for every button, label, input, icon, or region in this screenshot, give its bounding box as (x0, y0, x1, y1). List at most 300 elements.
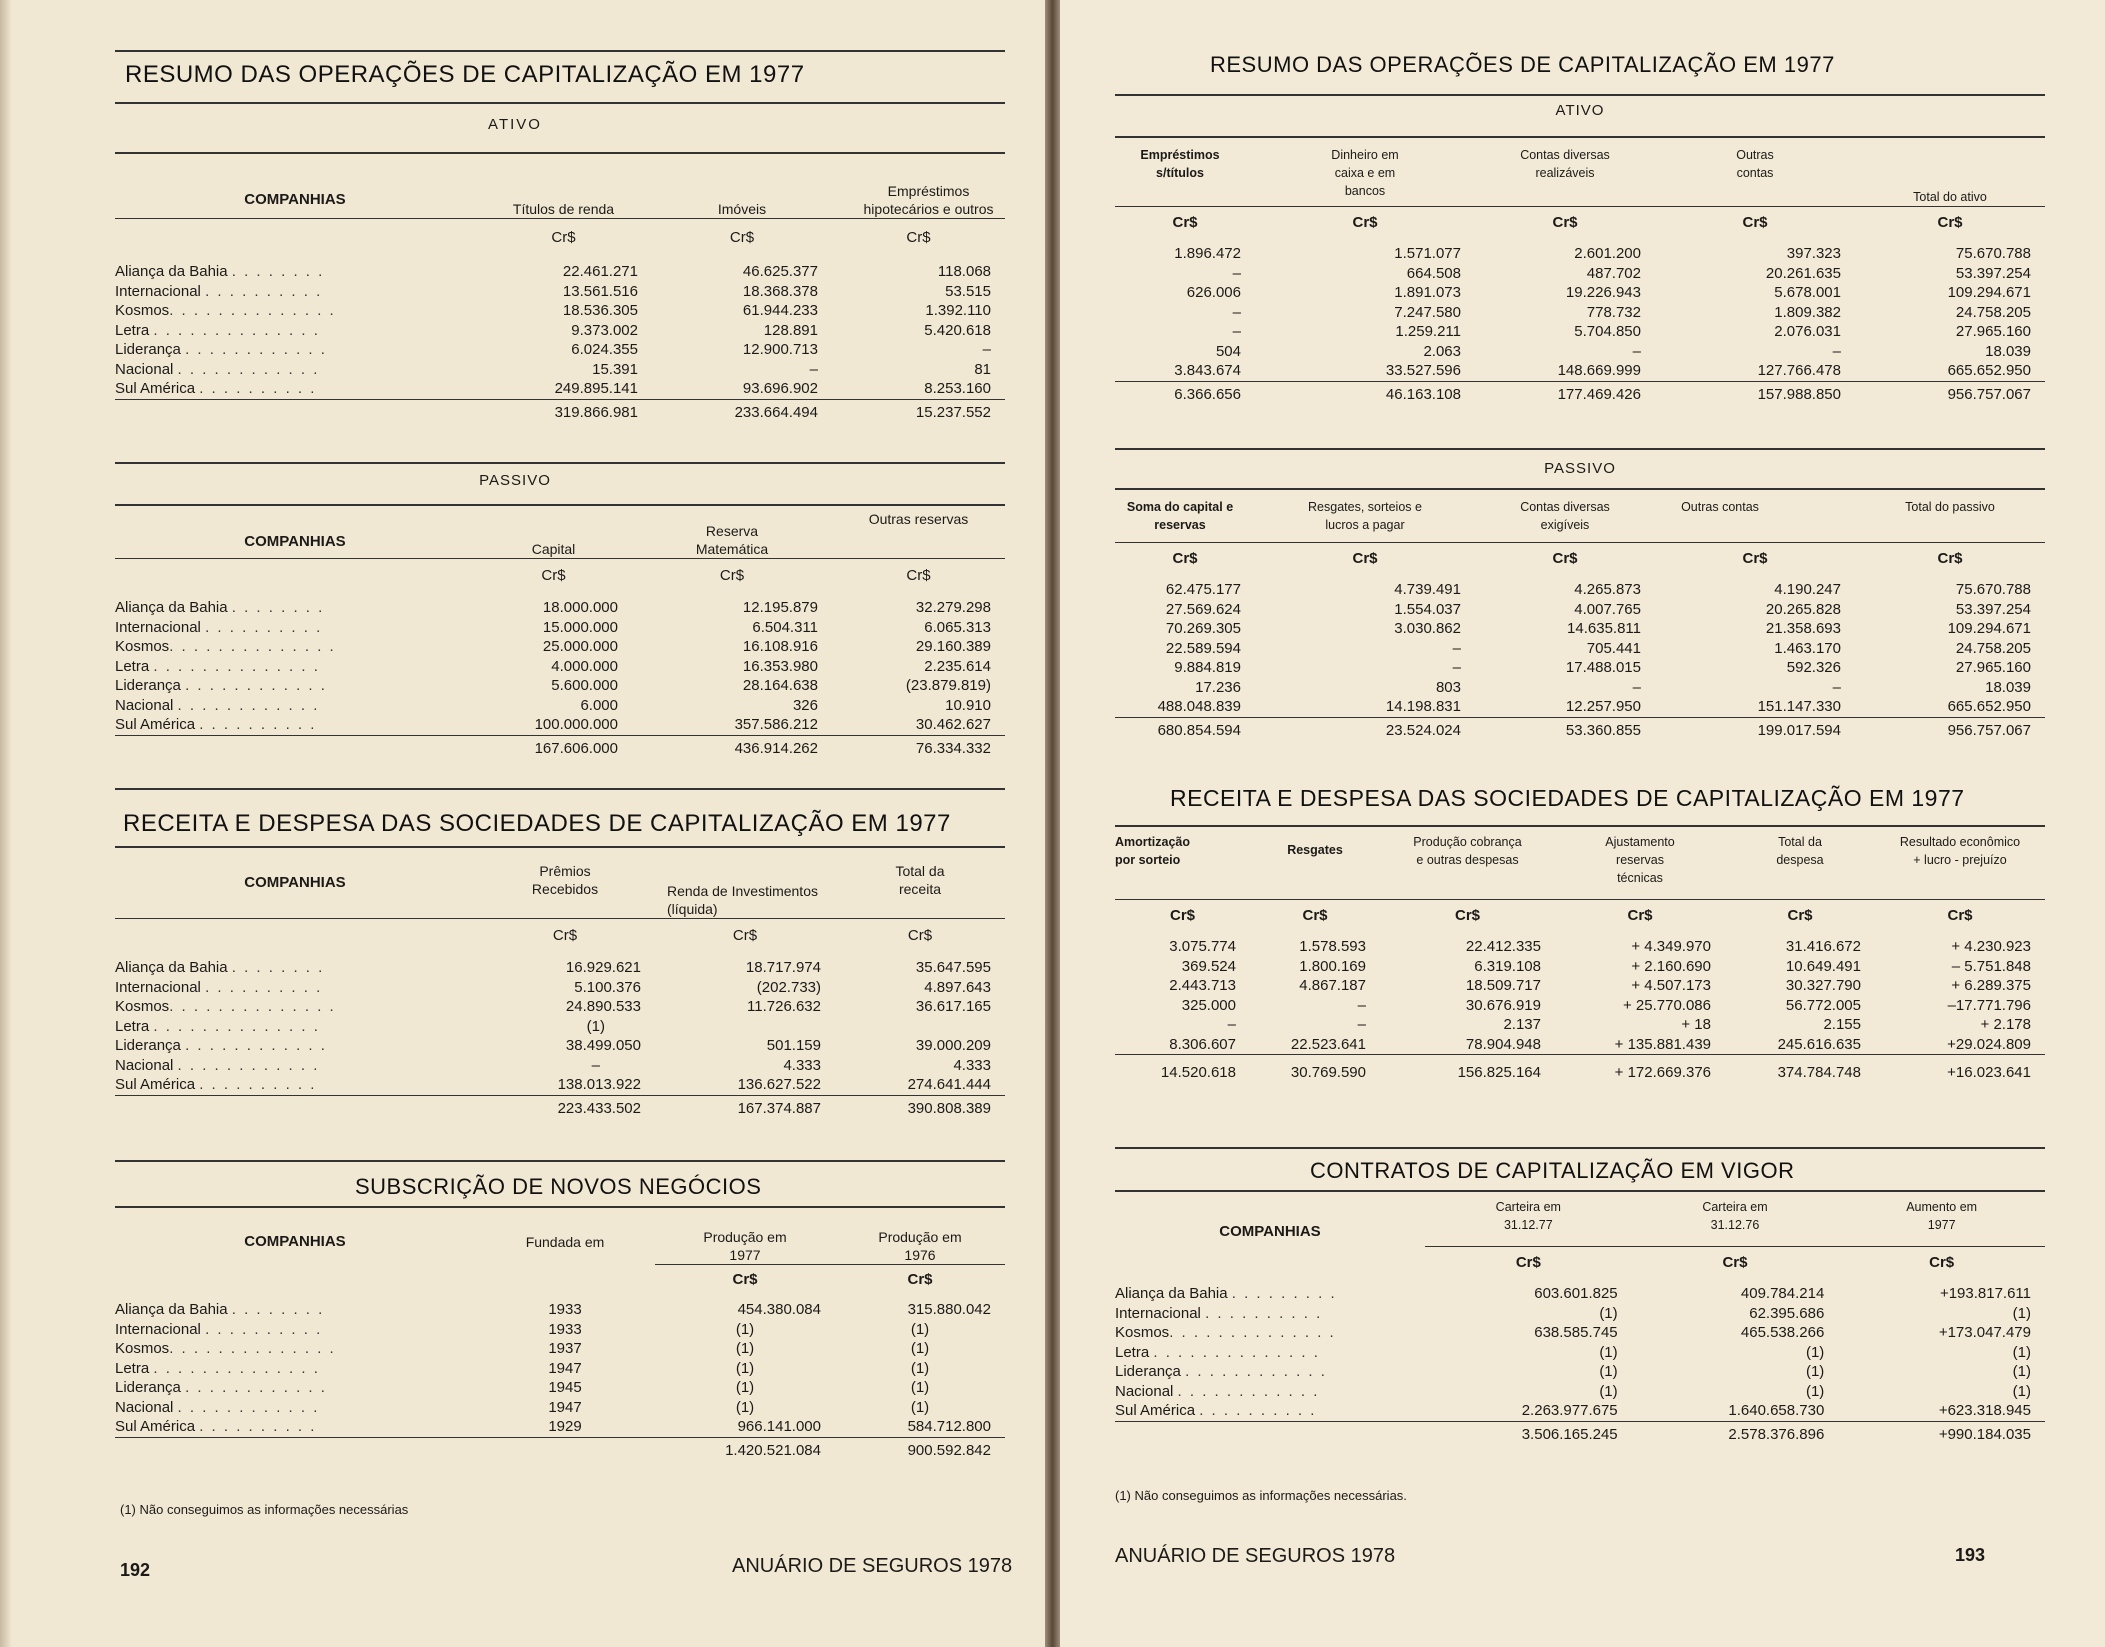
cell: 6.024.355 (571, 341, 638, 358)
totals-row (1115, 717, 2045, 740)
currency-label: Cr$ (1947, 906, 1973, 924)
cell: 22.589.594 (1165, 639, 1241, 657)
companhias-header: COMPANHIAS (244, 874, 346, 891)
cell: 11.726.632 (747, 998, 821, 1015)
cell: 75.670.788 (1955, 581, 2031, 598)
col-header: Total do passivo (1905, 500, 1995, 514)
cell: 18.717.974 (745, 959, 821, 976)
cell: –17.771.796 (1947, 996, 2031, 1014)
company-name: Liderança (115, 677, 181, 694)
cell: 56.772.005 (1785, 996, 1861, 1014)
left-ativo-table (115, 158, 1005, 422)
cell: 136.627.522 (737, 1076, 821, 1093)
cell: 62.395.686 (1749, 1304, 1825, 1322)
table-row: Letra . . . . . . . . . . . . . . 4.000.000 16.353.980 2.235.614 (115, 657, 1005, 677)
table-row (1115, 619, 2045, 639)
total-cell: 23.524.024 (1255, 717, 1475, 740)
table-row (1115, 244, 2045, 264)
total-cell: 30.769.590 (1250, 1055, 1380, 1087)
cell: – (1357, 996, 1366, 1014)
table-row: Sul América . . . . . . . . . . 100.000.000 357.586.212 30.462.627 (115, 715, 1005, 735)
cell: – (1452, 639, 1461, 657)
cell: 778.732 (1586, 303, 1641, 321)
total-cell: +16.023.641 (1875, 1055, 2045, 1087)
company-name: Sul América (115, 1418, 196, 1435)
table-row: Kosmos. . . . . . . . . . . . . . 638.585.745 465.538.266 +173.047.479 (1115, 1323, 2045, 1343)
left-subscricao-title: SUBSCRIÇÃO DE NOVOS NEGÓCIOS (355, 1174, 762, 1199)
company-name: Liderança (115, 1037, 181, 1054)
cell: 127.766.478 (1757, 362, 1841, 379)
table-row: Aliança da Bahia . . . . . . . . 22.461.271 46.625.377 118.068 (115, 262, 1005, 282)
cell: +173.047.479 (1938, 1324, 2031, 1341)
total-cell: 6.366.656 (1115, 381, 1255, 404)
col-header: Resgates (1287, 843, 1343, 857)
cell: 14.635.811 (1567, 620, 1641, 637)
total-cell: 199.017.594 (1655, 717, 1855, 740)
left-page (0, 0, 1045, 1647)
company-name: Kosmos (115, 302, 170, 319)
cell: 30.462.627 (915, 716, 991, 733)
right-passivo-table (1115, 498, 2045, 740)
col-header: Aumento em 1977 (1906, 1200, 1978, 1232)
col-header: Dinheiro em caixa e em bancos (1331, 148, 1399, 198)
cell: 966.141.000 (737, 1418, 821, 1435)
cell: (1) (2012, 1363, 2031, 1380)
cell: 29.160.389 (915, 638, 991, 655)
table-row: Kosmos. . . . . . . . . . . . . . 25.000.000 16.108.916 29.160.389 (115, 637, 1005, 657)
cell: 27.965.160 (1955, 659, 2031, 676)
left-subscricao-table (115, 1220, 1005, 1460)
company-name: Aliança da Bahia (1115, 1285, 1228, 1302)
cell: 70.269.305 (1165, 620, 1241, 637)
left-passivo-label: PASSIVO (479, 472, 551, 489)
cell: – (982, 341, 991, 358)
cell: 369.524 (1181, 957, 1236, 975)
total-cell: 177.469.426 (1475, 381, 1655, 404)
table-row: Letra . . . . . . . . . . . . . . (1) (1) (1) (1115, 1343, 2045, 1363)
cell: (1) (735, 1398, 755, 1416)
cell: 20.265.828 (1765, 600, 1841, 618)
cell: 25.000.000 (542, 638, 618, 655)
company-name: Letra (115, 1359, 150, 1377)
currency-label: Cr$ (1627, 906, 1653, 924)
cell: 803 (1435, 678, 1461, 696)
currency-label: Cr$ (552, 926, 578, 944)
table-row: Internacional . . . . . . . . . . (1) 62.395.686 (1) (1115, 1304, 2045, 1324)
cell: – (1357, 1016, 1366, 1033)
cell: 4.190.247 (1774, 581, 1841, 598)
left-footnote: (1) Não conseguimos as informações necessárias (120, 1502, 409, 1517)
table-row: Sul América . . . . . . . . . . 249.895.141 93.696.902 8.253.160 (115, 379, 1005, 399)
table-row: Nacional . . . . . . . . . . . . – 4.333 4.333 (115, 1056, 1005, 1076)
cell: – (1832, 678, 1841, 696)
currency-label: Cr$ (719, 566, 745, 584)
cell: (1) (910, 1379, 930, 1396)
cell: 6.065.313 (924, 618, 991, 636)
total-cell: + 172.669.376 (1555, 1055, 1725, 1087)
col-header: Carteira em 31.12.76 (1702, 1200, 1768, 1232)
left-passivo-table (115, 510, 1005, 758)
col-header: Reserva Matemática (695, 522, 769, 557)
cell: 32.279.298 (915, 599, 991, 616)
cell: +29.024.809 (1947, 1035, 2031, 1053)
currency-label: Cr$ (1172, 549, 1198, 567)
table-row: Kosmos. . . . . . . . . . . . . . 24.890.533 11.726.632 36.617.165 (115, 997, 1005, 1017)
currency-label: Cr$ (541, 566, 566, 584)
cell: 487.702 (1586, 264, 1641, 282)
cell: 24.758.205 (1955, 639, 2031, 657)
currency-label: Cr$ (907, 926, 933, 944)
cell: 118.068 (937, 263, 991, 280)
cell: 36.617.165 (915, 998, 991, 1015)
cell: 357.586.212 (734, 716, 818, 733)
cell: – (1232, 264, 1241, 282)
cell: 2.443.713 (1169, 977, 1236, 994)
cell: 4.867.187 (1299, 977, 1366, 994)
company-name: Letra (115, 321, 150, 339)
cell: 22.461.271 (562, 263, 638, 280)
currency-label: Cr$ (1352, 213, 1378, 231)
cell: 274.641.444 (907, 1076, 991, 1093)
total-cell: 167.606.000 (475, 735, 632, 758)
currency-label: Cr$ (906, 228, 931, 246)
cell: 15.391 (592, 360, 638, 378)
company-name: Liderança (115, 341, 181, 358)
cell: 705.441 (1586, 639, 1641, 657)
cell: 18.368.378 (742, 282, 818, 300)
col-header: Capital (531, 540, 576, 557)
cell: + 2.178 (1980, 1016, 2031, 1033)
cell: 245.616.635 (1777, 1035, 1861, 1053)
cell: 138.013.922 (557, 1076, 641, 1093)
cell: 465.538.266 (1740, 1324, 1825, 1341)
cell: 2.235.614 (924, 657, 991, 675)
cell: 4.333 (953, 1056, 991, 1074)
cell: – (1232, 303, 1241, 321)
cell: 78.904.948 (1465, 1035, 1541, 1053)
company-name: Sul América (115, 716, 196, 733)
col-header: Total da despesa (1776, 835, 1824, 867)
table-row (1115, 303, 2045, 323)
cell: 17.236 (1195, 678, 1241, 696)
table-row: Liderança . . . . . . . . . . . . 1945 (1) (1) (115, 1378, 1005, 1398)
currency-label: Cr$ (1937, 549, 1963, 567)
cell: 22.523.641 (1290, 1035, 1366, 1053)
cell: 21.358.693 (1765, 620, 1841, 637)
cell: 1929 (548, 1418, 582, 1435)
left-resumo-title: RESUMO DAS OPERAÇÕES DE CAPITALIZAÇÃO EM 1977 (125, 61, 805, 88)
cell: 665.652.950 (1947, 362, 2031, 379)
left-receita-table (115, 862, 1005, 1118)
currency-label: Cr$ (732, 926, 758, 944)
col-header: Amortização por sorteio (1115, 835, 1191, 867)
cell: 18.509.717 (1465, 977, 1541, 994)
cell: 18.536.305 (562, 302, 638, 319)
cell: 2.263.977.675 (1521, 1402, 1618, 1419)
left-footer-title: ANUÁRIO DE SEGUROS 1978 (732, 1555, 1013, 1577)
cell: 10.649.491 (1785, 957, 1861, 975)
cell: 1947 (548, 1359, 582, 1377)
total-cell: 53.360.855 (1475, 717, 1655, 740)
table-row: Internacional . . . . . . . . . . 13.561.516 18.368.378 53.515 (115, 282, 1005, 302)
cell: (1) (735, 1320, 755, 1338)
table-row: Nacional . . . . . . . . . . . . 1947 (1) (1) (115, 1398, 1005, 1418)
table-row: Nacional . . . . . . . . . . . . (1) (1) (1) (1115, 1382, 2045, 1402)
total-cell: +990.184.035 (1838, 1421, 2045, 1444)
cell: – (1452, 659, 1461, 676)
col-header: Ajustamento reservas técnicas (1605, 835, 1675, 885)
cell: 1.800.169 (1299, 957, 1366, 975)
cell: 7.247.580 (1394, 303, 1461, 321)
company-name: Kosmos (1115, 1324, 1170, 1341)
companhias-header: COMPANHIAS (244, 1233, 346, 1250)
cell: (1) (735, 1379, 755, 1396)
col-header: Renda de Investimentos (líquida) (667, 882, 818, 917)
company-name: Kosmos (115, 998, 170, 1015)
cell: 2.137 (1503, 1016, 1541, 1033)
right-receita-title: RECEITA E DESPESA DAS SOCIEDADES DE CAPITALIZAÇÃO EM 1977 (1170, 785, 1965, 811)
right-page (1060, 0, 2105, 1647)
cell: 109.294.671 (1947, 620, 2031, 637)
totals-row (115, 1095, 1005, 1118)
cell: 100.000.000 (534, 716, 618, 733)
left-receita-title: RECEITA E DESPESA DAS SOCIEDADES DE CAPITALIZAÇÃO EM 1977 (123, 810, 951, 837)
cell: 1.809.382 (1774, 303, 1841, 321)
cell: 14.198.831 (1385, 698, 1461, 715)
cell: 12.257.950 (1565, 698, 1641, 715)
cell: + 4.507.173 (1631, 977, 1711, 994)
company-name: Nacional (115, 360, 174, 378)
col-header: Produção em 1976 (878, 1228, 962, 1263)
table-row (1115, 580, 2045, 600)
cell: – 5.751.848 (1951, 957, 2031, 975)
company-name: Sul América (115, 380, 196, 397)
right-resumo-title: RESUMO DAS OPERAÇÕES DE CAPITALIZAÇÃO EM 1977 (1210, 52, 1835, 77)
total-cell: 390.808.389 (835, 1095, 1005, 1118)
cell: – (1232, 323, 1241, 340)
cell: 2.076.031 (1774, 323, 1841, 340)
cell: +193.817.611 (1939, 1285, 2031, 1302)
table-row: Aliança da Bahia . . . . . . . . . 603.601.825 409.784.214 +193.817.611 (1115, 1284, 2045, 1304)
cell: 62.475.177 (1165, 581, 1241, 598)
currency-label: Cr$ (551, 228, 576, 246)
cell: 53.515 (945, 282, 991, 300)
cell: 38.499.050 (565, 1037, 641, 1054)
cell: (1) (1599, 1304, 1618, 1322)
table-row: Liderança . . . . . . . . . . . . 6.024.355 12.900.713 – (115, 340, 1005, 360)
cell: 504 (1215, 342, 1241, 360)
currency-label: Cr$ (1838, 1246, 2045, 1284)
table-row (1115, 658, 2045, 678)
total-cell: 1.420.521.084 (655, 1437, 835, 1460)
total-cell: 156.825.164 (1380, 1055, 1555, 1087)
company-name: Letra (1115, 1343, 1150, 1361)
table-row: Nacional . . . . . . . . . . . . 15.391 – 81 (115, 360, 1005, 380)
table-row (1115, 600, 2045, 620)
company-name: Aliança da Bahia (115, 263, 228, 280)
totals-row (1115, 381, 2045, 404)
cell: 22.412.335 (1465, 938, 1541, 955)
cell: 109.294.671 (1947, 284, 2031, 301)
table-row (1115, 678, 2045, 698)
cell: 5.678.001 (1774, 284, 1841, 301)
cell: 1945 (548, 1379, 582, 1396)
cell: 10.910 (945, 696, 991, 714)
cell: 39.000.209 (915, 1037, 991, 1054)
col-header: Outras contas (1736, 148, 1774, 180)
cell: 18.000.000 (542, 599, 618, 616)
cell: 626.006 (1186, 284, 1241, 301)
cell: 61.944.233 (742, 302, 818, 319)
col-header: Contas diversas exigíveis (1520, 500, 1610, 532)
cell: 19.226.943 (1565, 284, 1641, 301)
cell: (1) (1805, 1343, 1825, 1361)
col-header: Prêmios Recebidos (531, 863, 599, 897)
cell: (1) (735, 1340, 755, 1357)
cell: (1) (1805, 1363, 1825, 1380)
totals-row (115, 735, 1005, 758)
cell: 1.392.110 (925, 302, 991, 319)
currency-label: Cr$ (655, 1264, 835, 1300)
col-header: Total da receita (895, 863, 945, 897)
total-cell: 680.854.594 (1115, 717, 1255, 740)
company-name: Internacional (115, 1320, 201, 1338)
col-header: Produção cobrança e outras despesas (1413, 835, 1522, 867)
cell: 151.147.330 (1757, 698, 1841, 715)
right-contratos-table (1115, 1198, 2045, 1444)
table-row: Sul América . . . . . . . . . . 1929 966.141.000 584.712.800 (115, 1417, 1005, 1437)
table-row: Kosmos. . . . . . . . . . . . . . 1937 (1) (1) (115, 1339, 1005, 1359)
cell: 53.397.254 (1955, 264, 2031, 282)
cell: 6.504.311 (752, 618, 818, 636)
cell: 53.397.254 (1955, 600, 2031, 618)
right-passivo-label: PASSIVO (1544, 460, 1616, 477)
cell: 325.000 (1181, 996, 1236, 1014)
cell: 1.463.170 (1774, 639, 1841, 657)
company-name: Aliança da Bahia (115, 959, 228, 976)
cell: 2.601.200 (1574, 245, 1641, 262)
table-row: Letra . . . . . . . . . . . . . . 1947 (1) (1) (115, 1359, 1005, 1379)
table-row (1115, 322, 2045, 342)
total-cell: 2.578.376.896 (1632, 1421, 1839, 1444)
col-header: Empréstimos hipotecários e outros (863, 182, 994, 217)
table-row: Sul América . . . . . . . . . . 2.263.977.675 1.640.658.730 +623.318.945 (1115, 1401, 2045, 1421)
cell: 17.488.015 (1565, 659, 1641, 676)
cell: 249.895.141 (554, 380, 638, 397)
cell: 454.380.084 (737, 1301, 821, 1318)
cell: 1.640.658.730 (1728, 1402, 1825, 1419)
company-name: Sul América (115, 1076, 196, 1093)
cell (655, 1017, 835, 1037)
cell: 1937 (548, 1340, 582, 1357)
cell: – (1227, 1016, 1236, 1033)
currency-label: Cr$ (906, 566, 931, 584)
cell: 501.159 (766, 1037, 821, 1054)
cell: 1.896.472 (1174, 245, 1241, 262)
table-row (1115, 639, 2045, 659)
left-page-number: 192 (120, 1560, 151, 1580)
col-header: Produção em 1977 (703, 1228, 787, 1263)
cell: 28.164.638 (742, 677, 818, 694)
cell: 20.261.635 (1765, 264, 1841, 282)
cell: (1) (1599, 1343, 1618, 1361)
table-row: Nacional . . . . . . . . . . . . 6.000 326 10.910 (115, 696, 1005, 716)
table-row: Liderança . . . . . . . . . . . . (1) (1) (1) (1115, 1362, 2045, 1382)
total-cell: 956.757.067 (1855, 381, 2045, 404)
table-row: Letra . . . . . . . . . . . . . . (1) (115, 1017, 1005, 1037)
cell: 6.319.108 (1474, 957, 1541, 975)
left-ativo-label: ATIVO (488, 116, 542, 133)
cell: + 25.770.086 (1622, 996, 1711, 1014)
cell: + 135.881.439 (1614, 1035, 1711, 1053)
cell: 603.601.825 (1534, 1285, 1618, 1302)
currency-label: Cr$ (1425, 1246, 1632, 1284)
cell: 1.259.211 (1395, 323, 1461, 340)
total-cell: 436.914.262 (632, 735, 832, 758)
currency-label: Cr$ (1787, 906, 1813, 924)
cell: 5.704.850 (1574, 323, 1641, 340)
total-cell: 46.163.108 (1255, 381, 1475, 404)
cell: (1) (2012, 1382, 2031, 1400)
cell: 128.891 (763, 321, 818, 339)
cell: 326 (792, 696, 818, 714)
cell: 3.075.774 (1169, 938, 1236, 955)
currency-label: Cr$ (1169, 906, 1195, 924)
cell: (1) (910, 1359, 930, 1377)
cell: – (809, 360, 818, 378)
table-row: Letra . . . . . . . . . . . . . . 9.373.002 128.891 5.420.618 (115, 321, 1005, 341)
company-name: Liderança (1115, 1363, 1181, 1380)
company-name: Aliança da Bahia (115, 1301, 228, 1318)
currency-label: Cr$ (1742, 549, 1768, 567)
cell: – (1832, 342, 1841, 360)
cell: – (1632, 342, 1641, 360)
cell: +623.318.945 (1938, 1402, 2031, 1419)
book-gutter (1045, 0, 1060, 1647)
cell: 8.253.160 (924, 380, 991, 397)
cell: (1) (1599, 1363, 1618, 1380)
col-header: Imóveis (717, 200, 767, 217)
table-row (1115, 1015, 2045, 1035)
cell: 584.712.800 (907, 1418, 991, 1435)
cell: 1933 (548, 1301, 582, 1318)
table-row: Aliança da Bahia . . . . . . . . 16.929.621 18.717.974 35.647.595 (115, 958, 1005, 978)
right-footer-title: ANUÁRIO DE SEGUROS 1978 (1115, 1545, 1396, 1567)
right-footnote: (1) Não conseguimos as informações necessárias. (1115, 1488, 1407, 1503)
table-row (1115, 996, 2045, 1016)
table-row (1115, 264, 2045, 284)
company-name: Letra (115, 1017, 150, 1035)
cell: 4.739.491 (1394, 581, 1461, 598)
cell: 1.554.037 (1394, 600, 1461, 618)
cell: 35.647.595 (915, 959, 991, 976)
table-row: Liderança . . . . . . . . . . . . 5.600.000 28.164.638 (23.879.819) (115, 676, 1005, 696)
col-header: Empréstimos s/títulos (1140, 148, 1220, 180)
totals-row (115, 399, 1005, 422)
table-row (1115, 697, 2045, 717)
cell: 5.600.000 (551, 677, 618, 694)
cell: 30.327.790 (1785, 977, 1861, 994)
col-header: Total do ativo (1913, 189, 1987, 204)
cell: 397.323 (1786, 245, 1841, 262)
right-ativo-table (1115, 146, 2045, 404)
cell: 81 (974, 360, 991, 378)
cell: 15.000.000 (542, 618, 618, 636)
col-header: Títulos de renda (512, 200, 615, 217)
table-row (1115, 1035, 2045, 1055)
currency-label: Cr$ (1632, 1246, 1839, 1284)
table-row: Liderança . . . . . . . . . . . . 38.499.050 501.159 39.000.209 (115, 1036, 1005, 1056)
